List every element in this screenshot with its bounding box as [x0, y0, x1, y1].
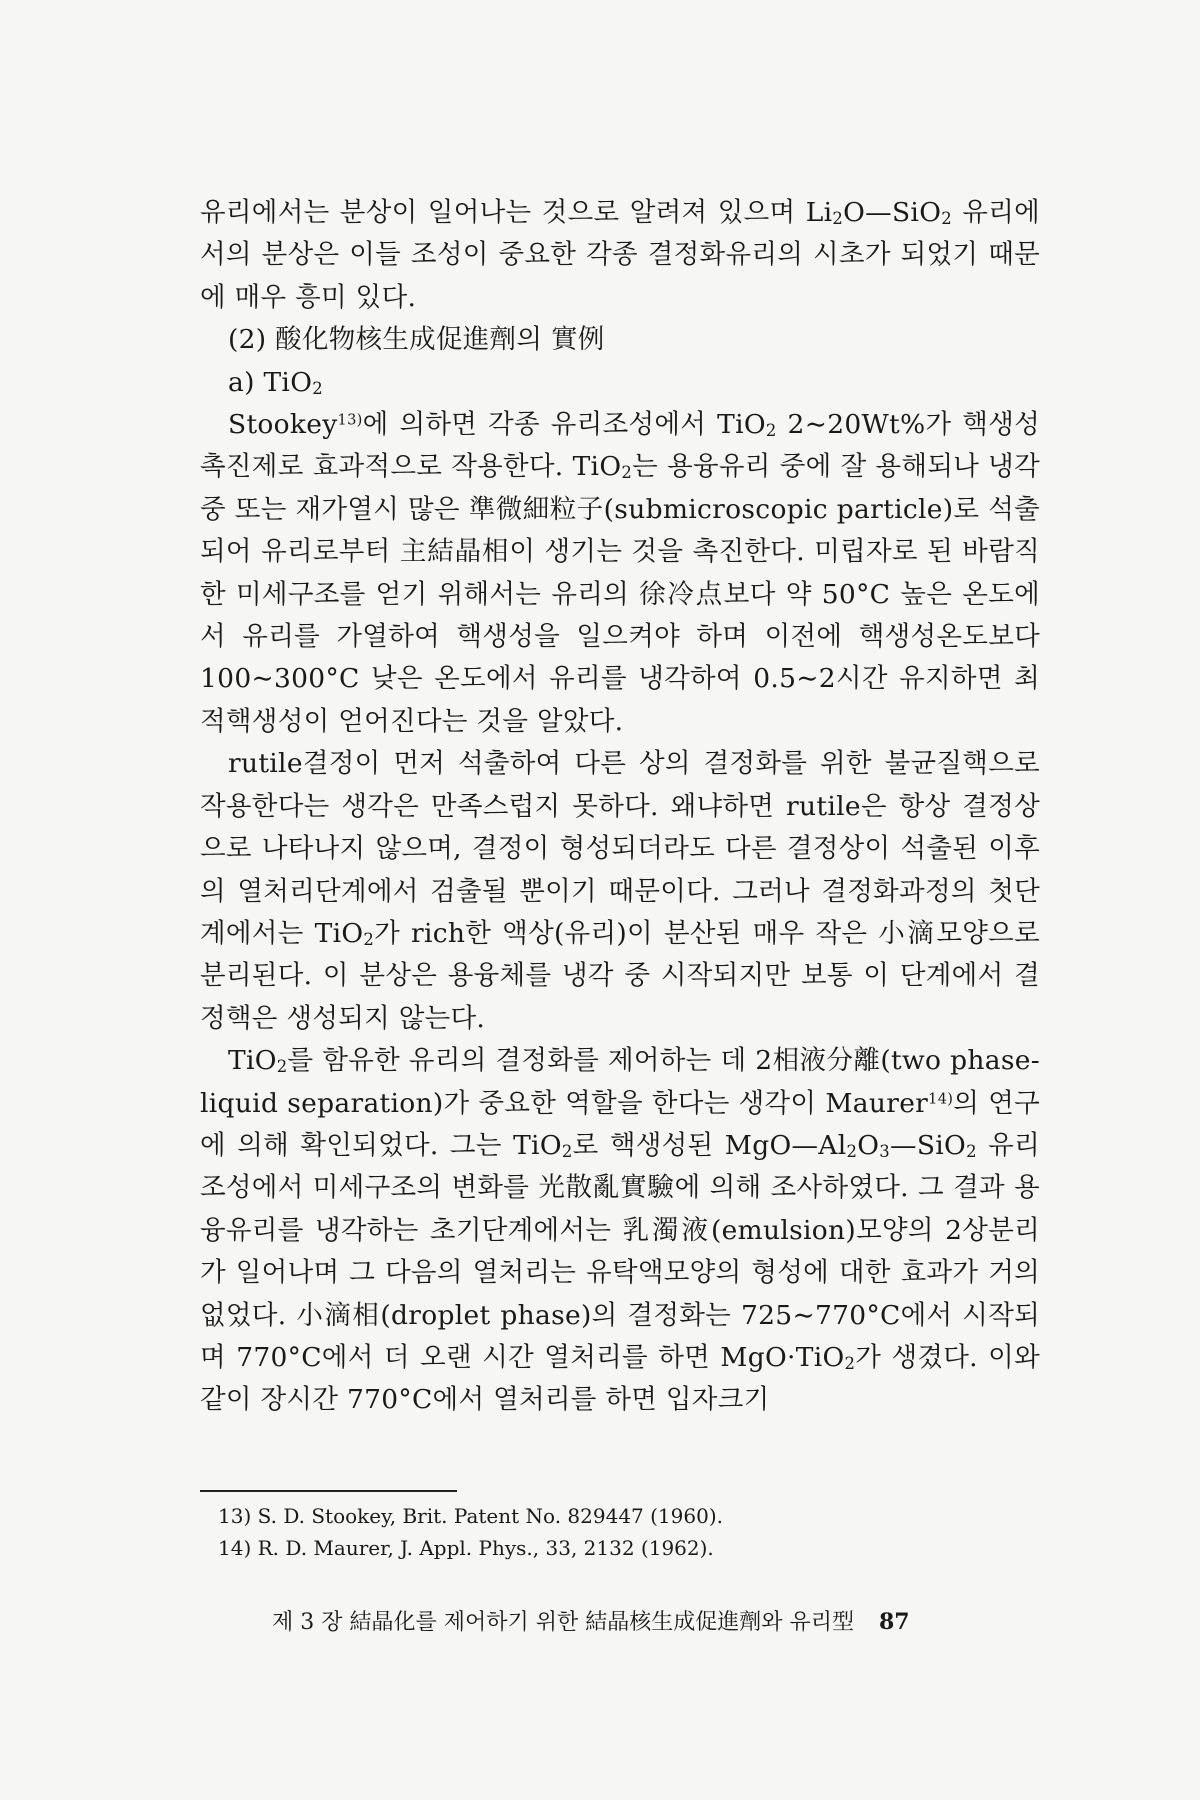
paragraph: 유리에서는 분상이 일어나는 것으로 알려져 있으며 Li2O—SiO2 유리에서의 분상은 이들 조성이 중요한 각종 결정화유리의 시초가 되었기 때문에 매우 흥미 있다.: [200, 197, 1040, 313]
subscript: 2: [363, 929, 375, 949]
subscript: 2: [844, 1353, 856, 1373]
citation-superscript: 14): [928, 1089, 954, 1107]
footnote: 14) R. D. Maurer, J. Appl. Phys., 33, 2132 (1962).: [218, 1536, 714, 1560]
footnote: 13) S. D. Stookey, Brit. Patent No. 829447 (1960).: [218, 1504, 723, 1528]
subscript: 2: [966, 1141, 977, 1161]
body-text: [200, 192, 1040, 1422]
citation-superscript: 13): [337, 411, 363, 429]
page-number: 87: [878, 1609, 910, 1635]
subscript: 2: [765, 420, 777, 440]
subscript: 2: [846, 1141, 858, 1161]
paragraph: TiO2를 함유한 유리의 결정화를 제어하는 데 2相液分離(two phase-liquid separation)가 중요한 역할을 한다는 생각이 Maurer$^{14)}$의 연구에 의해 확인되었다. 그는 TiO2로 핵생성된 MgO—Al2O3—SiO2 유리조성에서 미세구조의 변화를 光散亂實驗에 의해 조사하였다. 그 결과 용융유리를 냉각하는 초기단계에서는 乳濁液(emulsion)모양의 2상분리가 일어나며 그 다음의 열처리는 유탁액모양의 형성에 대한 효과가 거의 없었다. 小滴相(droplet phase)의 결정화는 725∼770°C에서 시작되며 770°C에서 더 오랜 시간 열처리를 하면 MgO·TiO2가 생겼다. 이와 같이 장시간 770°C에서 열처리를 하면 입자크기: [200, 1045, 1040, 1416]
paragraph: rutile결정이 먼저 석출하여 다른 상의 결정화를 위한 불균질핵으로 작용한다는 생각은 만족스럽지 못하다. 왜냐하면 rutile은 항상 결정상으로 나타나지 않으며, 결정이 형성되더라도 다른 결정상이 석출된 이후의 열처리단계에서 검출될 뿐이기 때문이다. 그러나 결정화과정의 첫단계에서는 TiO2가 rich한 액상(유리)이 분산된 매우 작은 小滴모양으로 분리된다. 이 분상은 용융체를 냉각 중 시작되지만 보통 이 단계에서 결정핵은 생성되지 않는다.: [200, 748, 1040, 1034]
subscript: 3: [879, 1141, 891, 1161]
section-heading: (2) 酸化物核生成促進劑의 實例: [228, 324, 605, 356]
subscript: 2: [312, 378, 323, 398]
footnote-divider: [200, 1490, 457, 1492]
subscript: 2: [561, 1141, 573, 1161]
subscript: 2: [941, 208, 952, 228]
subscript: 2: [621, 463, 633, 483]
subscript: 2: [832, 208, 844, 228]
subscript: 2: [276, 1057, 288, 1077]
chapter-title: 제 3 장 結晶化를 제어하기 위한 結晶核生成促進劑와 유리型: [272, 1610, 854, 1635]
footnotes: [218, 1500, 1038, 1564]
subheading: a) TiO2: [228, 366, 323, 398]
paragraph: Stookey$^{13)}$에 의하면 각종 유리조성에서 TiO2 2∼20Wt%가 핵생성촉진제로 효과적으로 작용한다. TiO2는 용융유리 중에 잘 용해되나 냉각중 또는 재가열시 많은 準微細粒子(submicroscopic particle)로 석출되어 유리로부터 主結晶相이 생기는 것을 촉진한다. 미립자로 된 바람직한 미세구조를 얻기 위해서는 유리의 徐冷点보다 약 50°C 높은 온도에서 유리를 가열하여 핵생성을 일으켜야 하며 이전에 핵생성온도보다 100∼300°C 낮은 온도에서 유리를 냉각하여 0.5∼2시간 유지하면 최적핵생성이 얻어진다는 것을 알았다.: [200, 409, 1040, 737]
running-footer: [272, 1607, 1072, 1638]
